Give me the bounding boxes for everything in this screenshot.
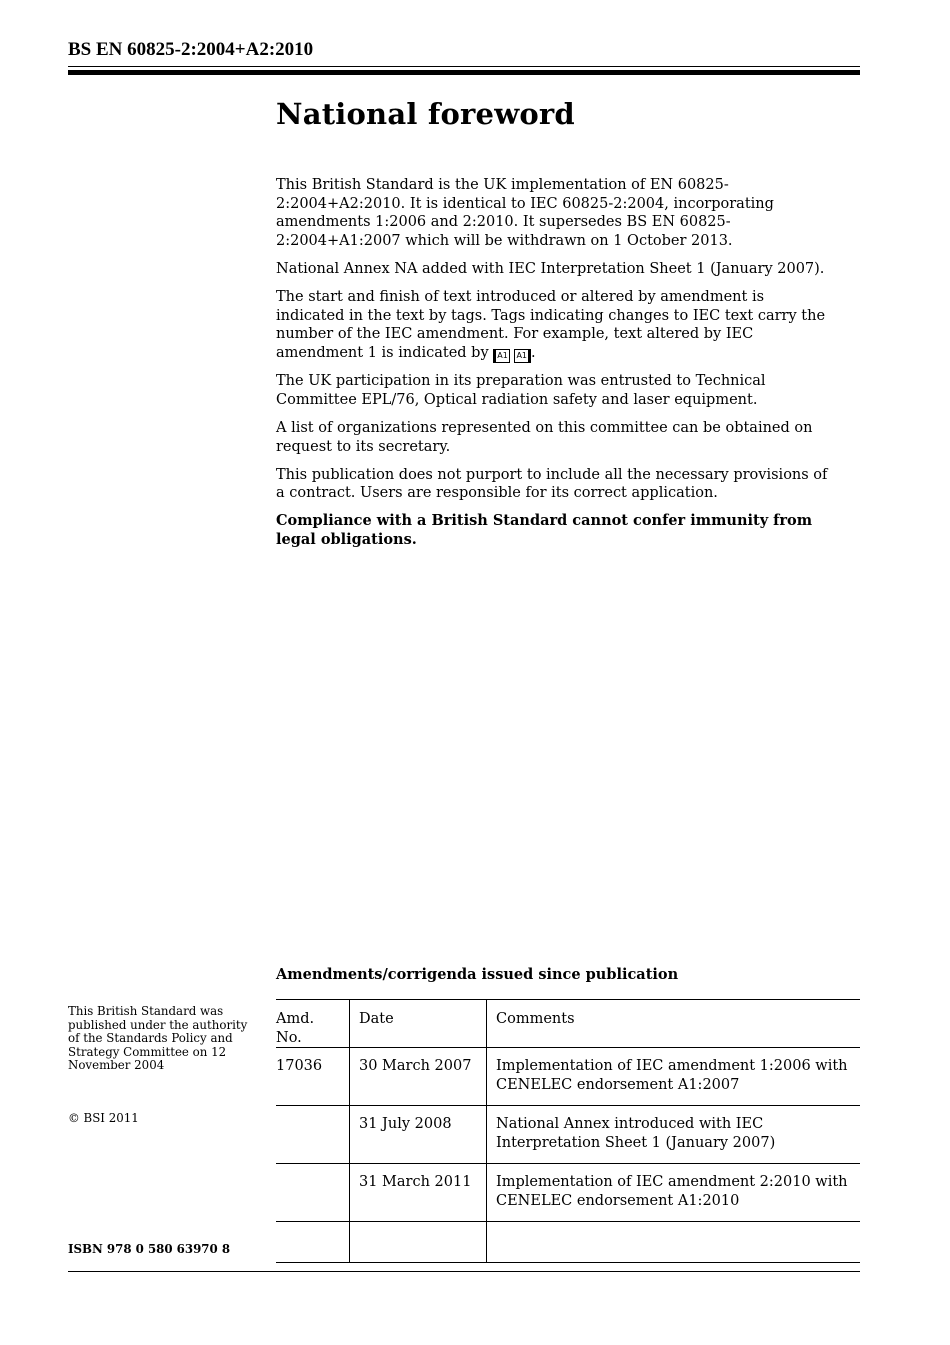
table-header-row — [276, 1000, 860, 1048]
column-header-date: Date — [350, 1000, 487, 1048]
foreword-body — [276, 176, 836, 559]
isbn: ISBN 978 0 580 63970 8 — [68, 1242, 231, 1256]
paragraph-amendment-tags — [276, 288, 836, 363]
amendment-tag-close-icon: A1 — [514, 349, 531, 363]
cell-amd-no — [276, 1222, 350, 1263]
header-rule-thin — [68, 66, 860, 67]
cell-date: 31 March 2011 — [350, 1164, 487, 1222]
paragraph-amendment-tags-end: . — [531, 344, 536, 361]
footer-rule — [68, 1271, 860, 1272]
table-row — [276, 1106, 860, 1164]
cell-date — [350, 1222, 487, 1263]
publication-authority-note: This British Standard was published under the authority of the Standards Policy and Strategy Committee on 12 November 2004 — [68, 1004, 248, 1072]
paragraph-compliance-note: Compliance with a British Standard cannot confer immunity from legal obligations. — [276, 512, 813, 548]
cell-amd-no — [276, 1106, 350, 1164]
cell-comments — [487, 1222, 861, 1263]
paragraph-contract-disclaimer: This publication does not purport to include all the necessary provisions of a contract. Users are responsible for its correct application. — [276, 466, 828, 502]
amendments-table — [276, 999, 860, 1263]
standard-code: BS EN 60825-2:2004+A2:2010 — [68, 39, 314, 60]
paragraph-uk-participation: The UK participation in its preparation was entrusted to Technical Committee EPL/76, Optical radiation safety and laser equipment. — [276, 373, 766, 408]
page-title: National foreword — [276, 97, 575, 131]
paragraph-amendment-tags-text: The start and finish of text introduced or altered by amendment is indicated in the text by tags. Tags indicating changes to IEC text carry the number of the IEC amendment. For example, text altered by IEC amendment 1 is indicated by — [276, 288, 826, 361]
column-header-comments: Comments — [487, 1000, 861, 1048]
cell-comments: Implementation of IEC amendment 1:2006 with CENELEC endorsement A1:2007 — [487, 1048, 861, 1106]
paragraph-implementation: This British Standard is the UK implementation of EN 60825-2:2004+A2:2010. It is identical to IEC 60825-2:2004, incorporating amendments 1:2006 and 2:2010. It supersedes BS EN 60825-2:2004+A1:2007 which will be withdrawn on 1 October 2013. — [276, 177, 774, 249]
table-row-empty — [276, 1222, 860, 1263]
column-header-amd-no: Amd. No. — [276, 1011, 315, 1046]
table-row — [276, 1048, 860, 1106]
amendments-heading: Amendments/corrigenda issued since publication — [276, 966, 679, 983]
paragraph-committee-list: A list of organizations represented on this committee can be obtained on request to its secretary. — [276, 419, 813, 455]
cell-comments: Implementation of IEC amendment 2:2010 with CENELEC endorsement A1:2010 — [487, 1164, 861, 1222]
header-rule-thick — [68, 70, 860, 75]
cell-date: 30 March 2007 — [350, 1048, 487, 1106]
cell-amd-no: 17036 — [276, 1058, 323, 1075]
paragraph-national-annex: National Annex NA added with IEC Interpretation Sheet 1 (January 2007). — [276, 260, 825, 277]
cell-date: 31 July 2008 — [350, 1106, 487, 1164]
cell-comments: National Annex introduced with IEC Interpretation Sheet 1 (January 2007) — [487, 1106, 861, 1164]
cell-amd-no — [276, 1164, 350, 1222]
amendment-tag-open-icon: A1 — [493, 349, 510, 363]
copyright-notice: © BSI 2011 — [68, 1111, 139, 1125]
table-row — [276, 1164, 860, 1222]
